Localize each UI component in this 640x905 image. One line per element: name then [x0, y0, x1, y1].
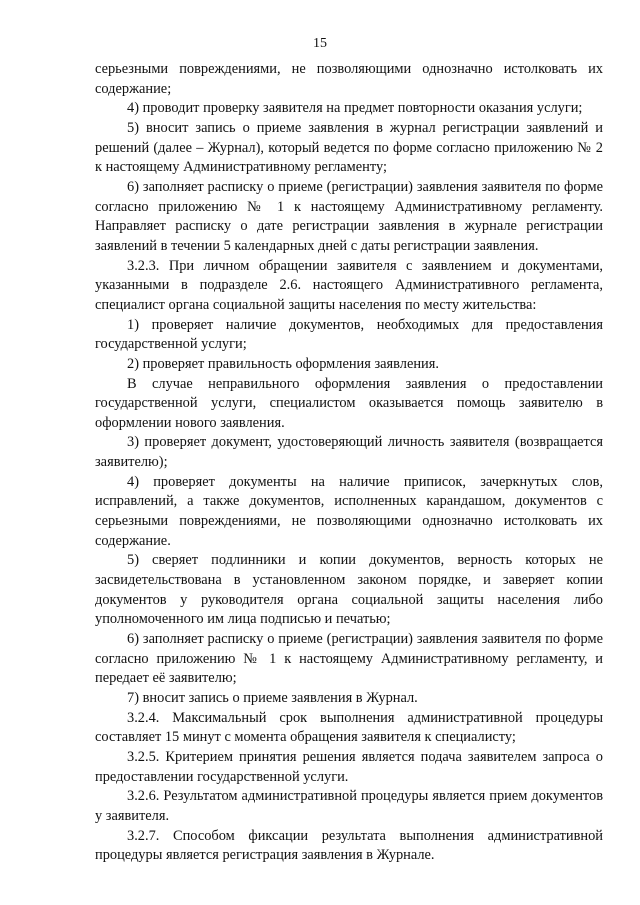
paragraph-item-4-repeat-check: 4) проводит проверку заявителя на предмет повторности оказания услуги; [127, 100, 583, 117]
paragraph-item-6-receipt-handover: 6) заполняет расписку о приеме (регистрации) заявления заявителя по форме согласно приложению № 1 к настоящему Административному регламенту, и передает её заявителю; [95, 631, 603, 687]
paragraph-item-1-documents-check: 1) проверяет наличие документов, необходимых для предоставления государственной услуги; [95, 316, 603, 353]
paragraph-item-2-form-check: 2) проверяет правильность оформления заявления. [127, 355, 439, 372]
paragraph-item-5-copies-verification: 5) сверяет подлинники и копии документов, верность которых не засвидетельствована в установленном законом порядке, и заверяет копии документов у руководителя органа социальной защиты населения либо уполномоченного им лица подписью и печатью; [95, 552, 603, 628]
paragraph-section-3-2-5: 3.2.5. Критерием принятия решения является подача заявителем запроса о предоставлении государственной услуги. [95, 748, 603, 785]
page-number: 15 [313, 36, 327, 51]
paragraph-section-3-2-3: 3.2.3. При личном обращении заявителя с заявлением и документами, указанными в подразделе 2.6. настоящего Административного регламента, специалист органа социальной защиты населения по месту жительства: [95, 257, 603, 313]
paragraph-continuation: серьезными повреждениями, не позволяющими однозначно истолковать их содержание; [95, 61, 603, 97]
paragraph-item-4-corrections-check: 4) проверяет документы на наличие приписок, зачеркнутых слов, исправлений, а также документов, исполненных карандашом, документов с серьезными повреждениями, не позволяющими однозначно истолковать их содержание. [95, 473, 603, 549]
paragraph-item-7-journal-record: 7) вносит запись о приеме заявления в Журнал. [127, 690, 418, 706]
paragraph-incorrect-form-case: В случае неправильного оформления заявления о предоставлении государственной услуги, специалистом оказывается помощь заявителю в оформлении нового заявления. [95, 375, 603, 431]
paragraph-item-3-identity-check: 3) проверяет документ, удостоверяющий личность заявителя (возвращается заявителю); [95, 434, 603, 471]
paragraph-item-5-journal-entry: 5) вносит запись о приеме заявления в журнал регистрации заявлений и решений (далее – Журнал), который ведется по форме согласно приложению № 2 к настоящему Административному регламенту; [95, 119, 603, 176]
paragraph-section-3-2-4: 3.2.4. Максимальный срок выполнения административной процедуры составляет 15 минут с момента обращения заявителя к специалисту; [95, 709, 603, 746]
document-body [95, 60, 603, 866]
paragraph-section-3-2-7: 3.2.7. Способом фиксации результата выполнения административной процедуры является регистрация заявления в Журнале. [95, 827, 603, 864]
paragraph-section-3-2-6: 3.2.6. Результатом административной процедуры является прием документов у заявителя. [95, 788, 603, 824]
paragraph-item-6-receipt: 6) заполняет расписку о приеме (регистрации) заявления заявителя по форме согласно приложению № 1 к настоящему Административному регламенту. Направляет расписку о дате регистрации заявления в журнале регистрации заявлений в течении 5 календарных дней с даты регистрации заявления. [95, 178, 603, 254]
